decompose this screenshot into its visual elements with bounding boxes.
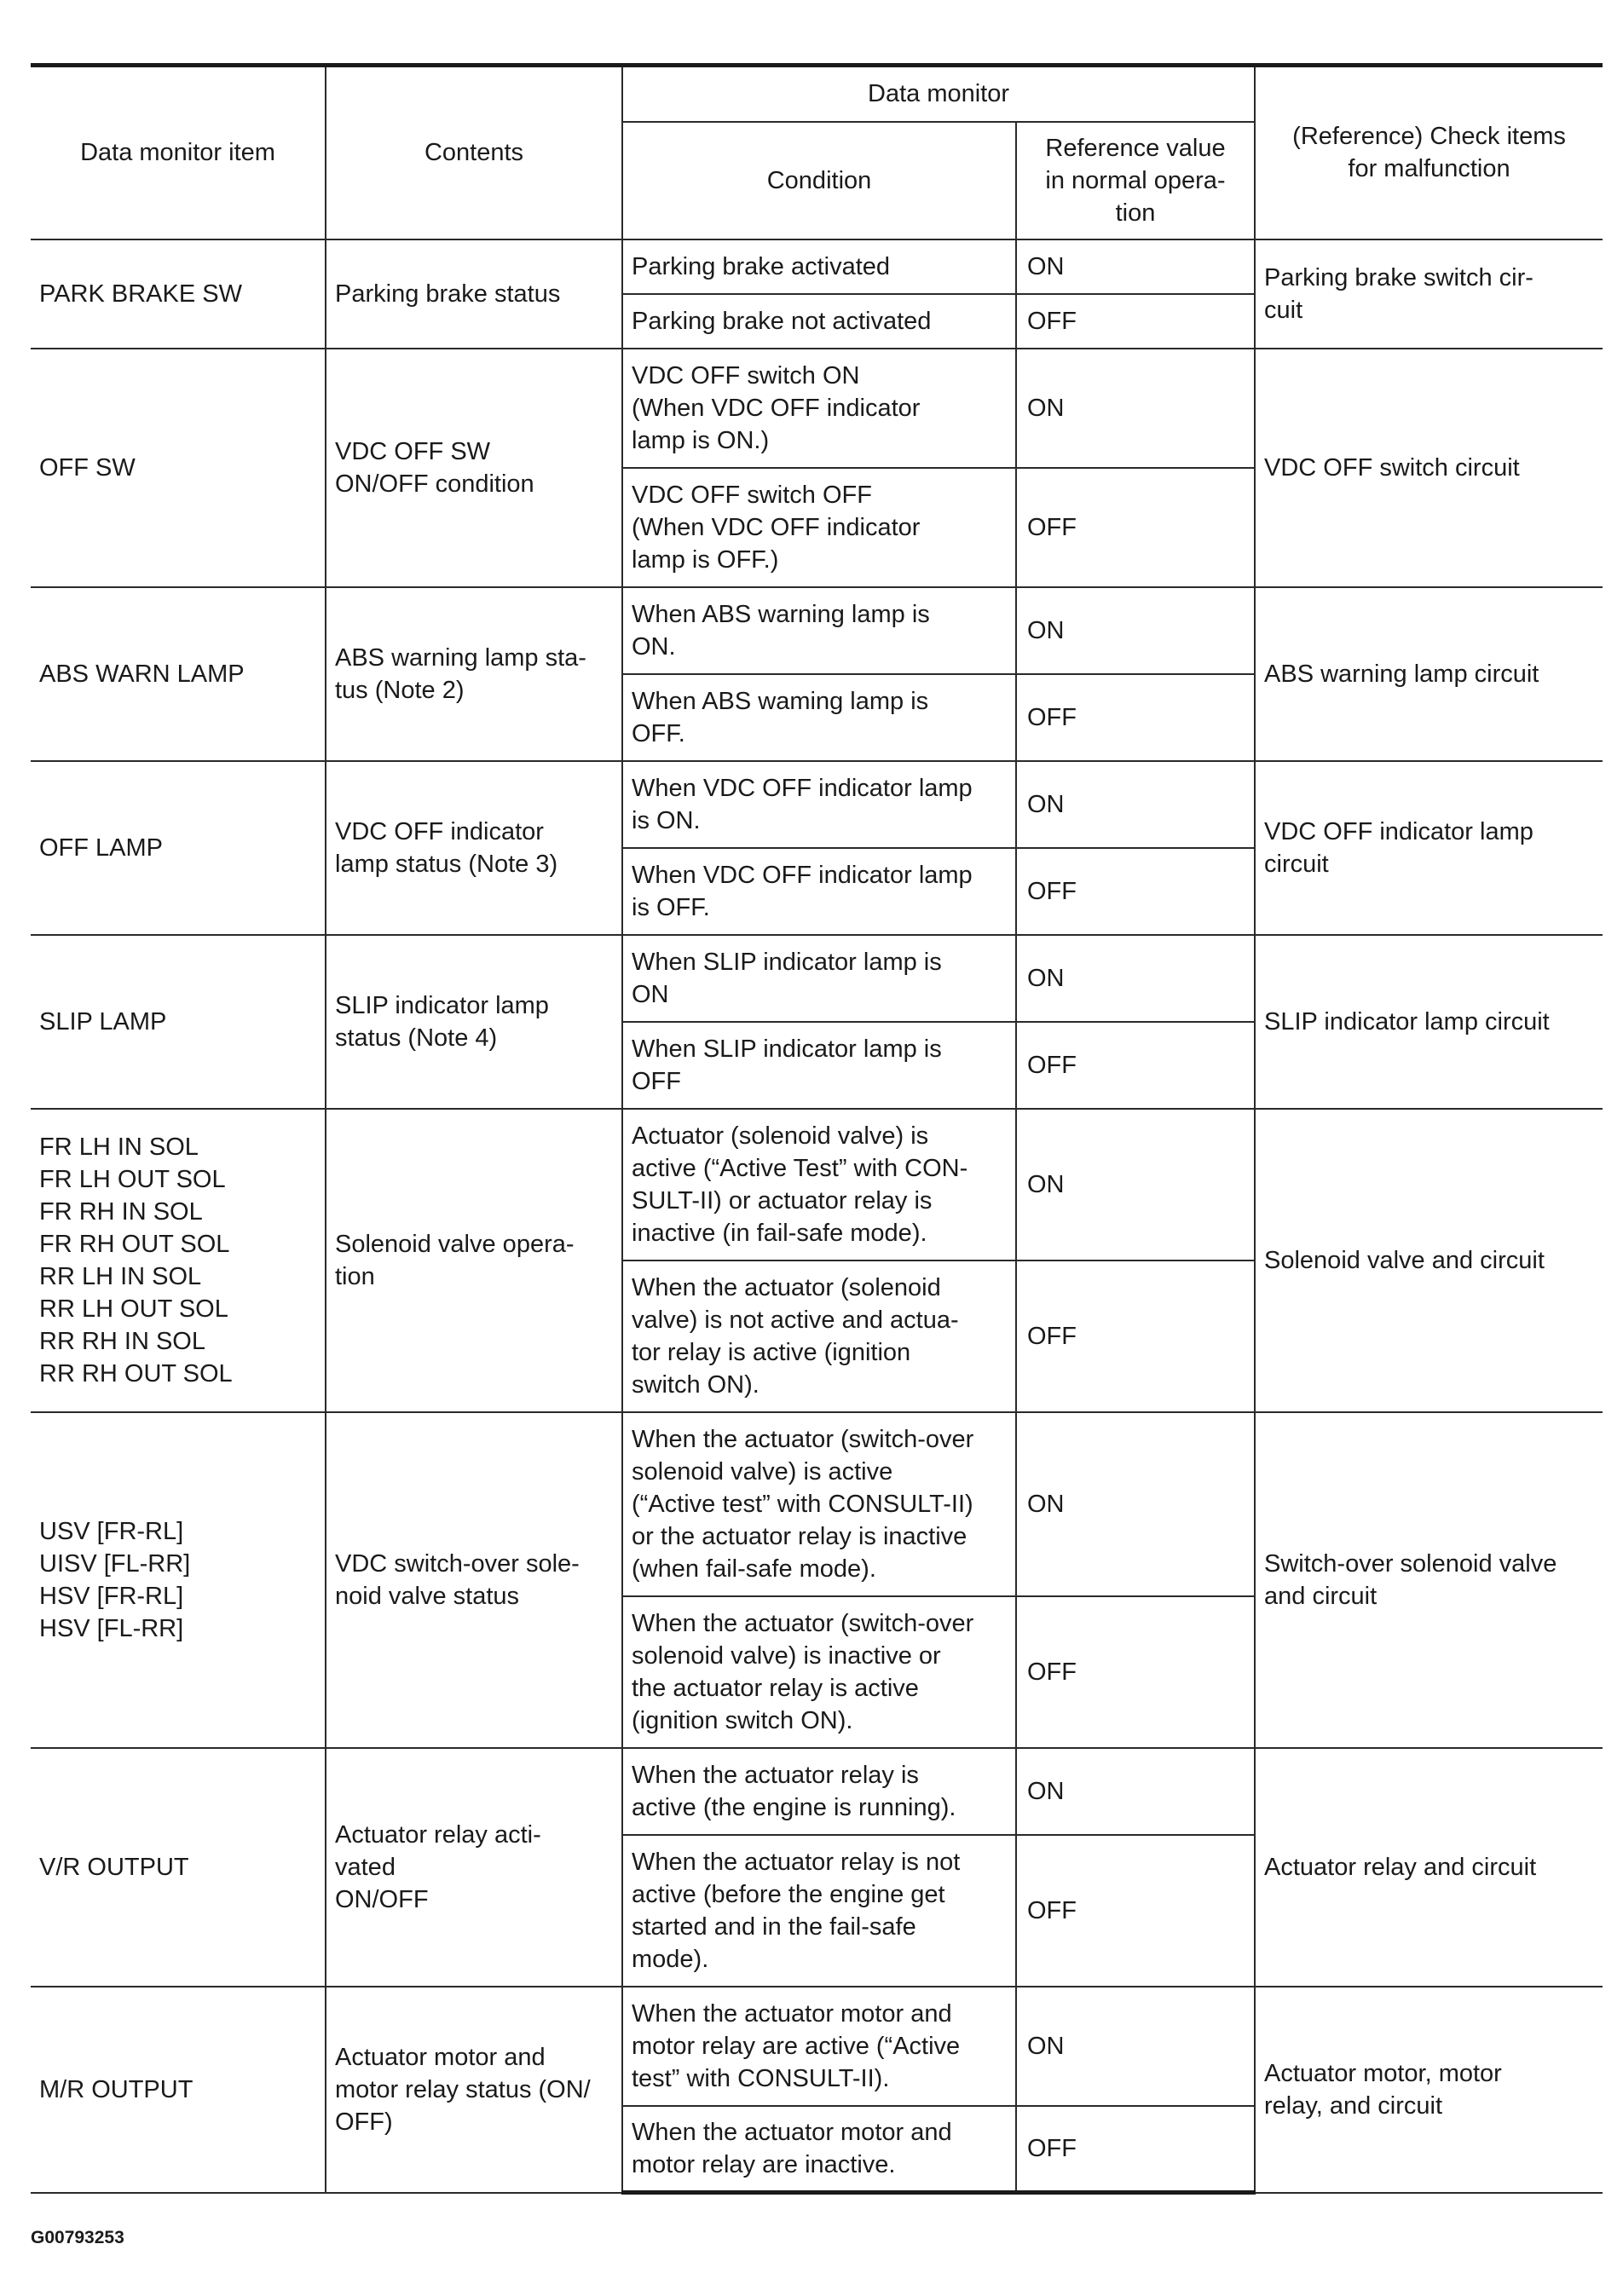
monitor-item-cell: USV [FR-RL] UISV [FL-RR] HSV [FR-RL] HSV [FL-RR] — [31, 1412, 326, 1748]
header-data-monitor: Data monitor — [622, 66, 1255, 122]
reference-value-cell: OFF — [1016, 848, 1255, 935]
contents-cell: Actuator motor and motor relay status (ON/ OFF) — [326, 1987, 622, 2193]
condition-cell: When VDC OFF indicator lamp is OFF. — [622, 848, 1016, 935]
condition-cell: When ABS warning lamp is ON. — [622, 587, 1016, 674]
reference-value-cell: OFF — [1016, 1835, 1255, 1987]
data-monitor-document — [31, 63, 1603, 2195]
table-row — [31, 761, 1603, 848]
table-row — [31, 1987, 1603, 2106]
table-row — [31, 349, 1603, 468]
check-item-cell: Actuator motor, motor relay, and circuit — [1255, 1987, 1603, 2193]
monitor-item-cell: V/R OUTPUT — [31, 1748, 326, 1987]
reference-value-cell: OFF — [1016, 1596, 1255, 1748]
data-monitor-table — [31, 63, 1603, 2195]
reference-value-cell: ON — [1016, 1748, 1255, 1835]
condition-cell: Actuator (solenoid valve) is active (“Active Test” with CON- SULT-II) or actuator relay is inactive (in fail-safe mode). — [622, 1109, 1016, 1260]
contents-cell: SLIP indicator lamp status (Note 4) — [326, 935, 622, 1109]
contents-cell: VDC switch-over sole- noid valve status — [326, 1412, 622, 1748]
reference-value-cell: OFF — [1016, 294, 1255, 349]
reference-value-cell: OFF — [1016, 674, 1255, 761]
contents-cell: Solenoid valve opera- tion — [326, 1109, 622, 1412]
condition-cell: When ABS waming lamp is OFF. — [622, 674, 1016, 761]
table-row — [31, 1109, 1603, 1260]
check-item-cell: VDC OFF indicator lamp circuit — [1255, 761, 1603, 935]
header-reference-value: Reference value in normal opera- tion — [1016, 122, 1255, 239]
condition-cell: VDC OFF switch ON (When VDC OFF indicator lamp is ON.) — [622, 349, 1016, 468]
header-check-items: (Reference) Check items for malfunction — [1255, 66, 1603, 239]
reference-value-cell: ON — [1016, 935, 1255, 1022]
monitor-item-cell: OFF SW — [31, 349, 326, 587]
reference-value-cell: OFF — [1016, 468, 1255, 587]
check-item-cell: VDC OFF switch circuit — [1255, 349, 1603, 587]
condition-cell: When SLIP indicator lamp is OFF — [622, 1022, 1016, 1109]
condition-cell: When SLIP indicator lamp is ON — [622, 935, 1016, 1022]
table-row — [31, 935, 1603, 1022]
condition-cell: When the actuator (solenoid valve) is not active and actua- tor relay is active (ignition switch ON). — [622, 1260, 1016, 1412]
table-row — [31, 1412, 1603, 1596]
monitor-item-cell: OFF LAMP — [31, 761, 326, 935]
check-item-cell: SLIP indicator lamp circuit — [1255, 935, 1603, 1109]
table-row — [31, 1748, 1603, 1835]
check-item-cell: Solenoid valve and circuit — [1255, 1109, 1603, 1412]
monitor-item-cell: ABS WARN LAMP — [31, 587, 326, 761]
header-data-monitor-item: Data monitor item — [31, 66, 326, 239]
reference-value-cell: ON — [1016, 761, 1255, 848]
contents-cell: ABS warning lamp sta- tus (Note 2) — [326, 587, 622, 761]
reference-value-cell: ON — [1016, 1987, 1255, 2106]
table-body — [31, 239, 1603, 2193]
contents-cell: Actuator relay acti- vated ON/OFF — [326, 1748, 622, 1987]
check-item-cell: Parking brake switch cir- cuit — [1255, 239, 1603, 349]
reference-value-cell: ON — [1016, 1109, 1255, 1260]
condition-cell: When the actuator (switch-over solenoid valve) is active (“Active test” with CONSULT-II) or the actuator relay is inactive (when fail-safe mode). — [622, 1412, 1016, 1596]
condition-cell: When the actuator motor and motor relay are inactive. — [622, 2106, 1016, 2193]
reference-value-cell: ON — [1016, 1412, 1255, 1596]
monitor-item-cell: SLIP LAMP — [31, 935, 326, 1109]
contents-cell: VDC OFF indicator lamp status (Note 3) — [326, 761, 622, 935]
condition-cell: When the actuator relay is not active (before the engine get started and in the fail-safe mode). — [622, 1835, 1016, 1987]
check-item-cell: Switch-over solenoid valve and circuit — [1255, 1412, 1603, 1748]
monitor-item-cell: FR LH IN SOL FR LH OUT SOL FR RH IN SOL FR RH OUT SOL RR LH IN SOL RR LH OUT SOL RR RH IN SOL RR RH OUT SOL — [31, 1109, 326, 1412]
check-item-cell: Actuator relay and circuit — [1255, 1748, 1603, 1987]
condition-cell: When the actuator motor and motor relay are active (“Active test” with CONSULT-II). — [622, 1987, 1016, 2106]
figure-id: G00793253 — [31, 2228, 124, 2247]
condition-cell: When the actuator (switch-over solenoid valve) is inactive or the actuator relay is active (ignition switch ON). — [622, 1596, 1016, 1748]
monitor-item-cell: PARK BRAKE SW — [31, 239, 326, 349]
condition-cell: VDC OFF switch OFF (When VDC OFF indicator lamp is OFF.) — [622, 468, 1016, 587]
table-row — [31, 239, 1603, 294]
reference-value-cell: ON — [1016, 239, 1255, 294]
contents-cell: Parking brake status — [326, 239, 622, 349]
table-row — [31, 587, 1603, 674]
reference-value-cell: ON — [1016, 587, 1255, 674]
reference-value-cell: OFF — [1016, 1022, 1255, 1109]
condition-cell: Parking brake activated — [622, 239, 1016, 294]
header-condition: Condition — [622, 122, 1016, 239]
monitor-item-cell: M/R OUTPUT — [31, 1987, 326, 2193]
header-contents: Contents — [326, 66, 622, 239]
reference-value-cell: ON — [1016, 349, 1255, 468]
reference-value-cell: OFF — [1016, 1260, 1255, 1412]
condition-cell: When the actuator relay is active (the engine is running). — [622, 1748, 1016, 1835]
table-header — [31, 66, 1603, 239]
condition-cell: Parking brake not activated — [622, 294, 1016, 349]
condition-cell: When VDC OFF indicator lamp is ON. — [622, 761, 1016, 848]
contents-cell: VDC OFF SW ON/OFF condition — [326, 349, 622, 587]
reference-value-cell: OFF — [1016, 2106, 1255, 2193]
check-item-cell: ABS warning lamp circuit — [1255, 587, 1603, 761]
